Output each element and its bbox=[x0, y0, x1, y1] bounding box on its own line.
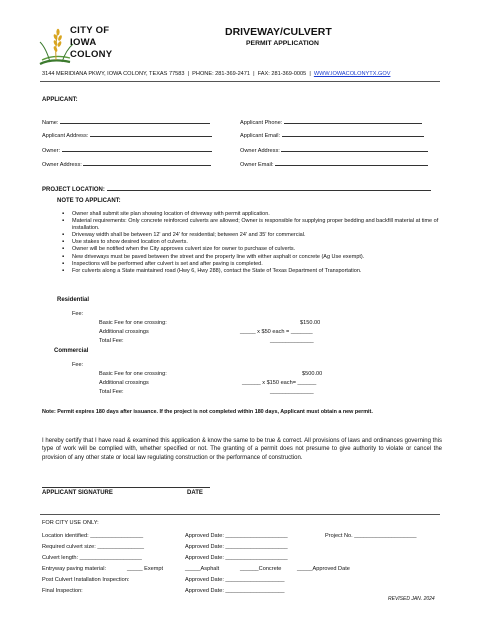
commercial-additional-field[interactable]: ______ x $150 each= ______ bbox=[242, 380, 317, 386]
applicant-address-field[interactable]: Applicant Address: bbox=[42, 130, 212, 140]
certification-paragraph: I hereby certify that I have read & examined this application & know the same to be true & correct. All provisions of laws and ordinances governing this type of work will be complied with, whether specified or not. The granting of a permit does not presume to give authority to violate or cancel the provision of any other state or local law regulating construction or the performance of construction. bbox=[42, 438, 442, 461]
residential-label: Residential bbox=[57, 297, 90, 303]
note-item: ▪ Owner shall submit site plan showing location of driveway with permit application. bbox=[62, 211, 452, 218]
commercial-label: Commercial bbox=[54, 348, 89, 354]
location-identified-field[interactable]: Location identified: _________________ bbox=[42, 533, 144, 539]
project-number-field[interactable]: Project No. ____________________ bbox=[325, 533, 417, 539]
entryway-label: Entryway paving material: bbox=[42, 566, 107, 572]
city-use-divider bbox=[40, 514, 440, 515]
expiry-note: Note: Permit expires 180 days after issuance. If the project is not completed within 180 days, Applicant must obtain a new permit. bbox=[42, 409, 373, 415]
signature-label: APPLICANT SIGNATURE bbox=[42, 490, 113, 496]
residential-total-label: Total Fee: bbox=[99, 338, 124, 344]
residential-total-field[interactable]: ______________ bbox=[270, 338, 314, 344]
note-item: ▪ Use stakes to show desired location of culverts. bbox=[62, 239, 452, 246]
approved-date-field[interactable]: Approved Date: ____________________ bbox=[185, 544, 288, 550]
page-subtitle: PERMIT APPLICATION bbox=[246, 40, 319, 47]
website-link[interactable]: WWW.IOWACOLONYTX.GOV bbox=[313, 71, 391, 77]
note-item: ▪ Driveway width shall be between 12' and 24' for residential; between 24' and 35' for commercial. bbox=[62, 232, 452, 239]
concrete-option[interactable]: ______Concrete bbox=[240, 566, 282, 572]
commercial-additional-label: Additional crossings bbox=[99, 380, 149, 386]
commercial-total-label: Total Fee: bbox=[99, 389, 124, 395]
asphalt-option[interactable]: _____Asphalt bbox=[185, 566, 220, 572]
residential-basic-amount: $150.00 bbox=[300, 320, 321, 326]
separator: | bbox=[253, 71, 255, 77]
owner-address-right-field[interactable]: Owner Address: bbox=[240, 145, 428, 155]
approved-date-field[interactable]: Approved Date: ___________________ bbox=[185, 577, 285, 583]
project-location-field[interactable]: PROJECT LOCATION: bbox=[42, 184, 431, 195]
owner-email-field[interactable]: Owner Email: bbox=[240, 159, 428, 169]
signature-line[interactable] bbox=[42, 487, 210, 488]
page-title: DRIVEWAY/CULVERT bbox=[225, 26, 332, 38]
header-divider bbox=[40, 81, 440, 82]
culvert-length-field[interactable]: Culvert length: ____________________ bbox=[42, 555, 142, 561]
exempt-option[interactable]: _____ Exempt bbox=[127, 566, 164, 572]
separator: | bbox=[309, 71, 311, 77]
required-culvert-field[interactable]: Required culvert size: _______________ bbox=[42, 544, 145, 550]
applicant-email-field[interactable]: Applicant Email: bbox=[240, 130, 424, 140]
separator: | bbox=[187, 71, 190, 77]
residential-additional-label: Additional crossings bbox=[99, 329, 149, 335]
owner-field[interactable]: Owner: bbox=[42, 145, 212, 155]
notes-list bbox=[62, 211, 452, 275]
date-label: DATE bbox=[187, 490, 203, 496]
approved-date-field[interactable]: Approved Date: ____________________ bbox=[185, 555, 288, 561]
address-text: 3144 MERIDIANA PKWY, IOWA COLONY, TEXAS 77583 bbox=[42, 71, 185, 77]
note-item: ▪ Owner will be notified when the City approves culvert size for owner to purchase of culverts. bbox=[62, 246, 452, 253]
note-item: ▪ New driveways must be paved between the street and the property line with either asphalt or concrete (Ag Use exempt). bbox=[62, 254, 452, 261]
commercial-total-field[interactable]: ______________ bbox=[270, 389, 314, 395]
residential-fee-label: Fee: bbox=[72, 311, 84, 317]
applicant-heading: APPLICANT: bbox=[42, 97, 78, 103]
residential-basic-label: Basic Fee for one crossing: bbox=[99, 320, 167, 326]
logo-line2: IOWA bbox=[70, 37, 97, 48]
residential-additional-field[interactable]: _____ x $50 each = _______ bbox=[240, 329, 313, 335]
approved-date-field[interactable]: Approved Date: ___________________ bbox=[185, 588, 285, 594]
logo-line3: COLONY bbox=[70, 49, 113, 60]
commercial-basic-amount: $500.00 bbox=[302, 371, 323, 377]
revised-date: REVISED JAN. 2024 bbox=[388, 596, 435, 602]
city-use-heading: FOR CITY USE ONLY: bbox=[42, 520, 99, 526]
fax-text: FAX: 281-369-0005 bbox=[257, 71, 307, 77]
post-culvert-label: Post Culvert Installation Inspection: bbox=[42, 577, 130, 583]
note-item: ▪ Inspections will be performed after culvert is set and after paving is completed. bbox=[62, 261, 452, 268]
address-bar bbox=[42, 71, 390, 78]
applicant-phone-field[interactable]: Applicant Phone: bbox=[240, 117, 422, 127]
name-field[interactable]: Name: bbox=[42, 117, 210, 127]
note-item: ▪ For culverts along a State maintained road (Hwy 6, Hwy 288), contact the State of Texas Department of Transportation. bbox=[62, 268, 452, 275]
logo-line1: CITY OF bbox=[70, 25, 110, 36]
note-heading: NOTE TO APPLICANT: bbox=[57, 198, 121, 204]
commercial-basic-label: Basic Fee for one crossing: bbox=[99, 371, 167, 377]
approved-date-short-field[interactable]: _____Approved Date bbox=[297, 566, 350, 572]
owner-address-field[interactable]: Owner Address: bbox=[42, 159, 211, 169]
commercial-fee-label: Fee: bbox=[72, 362, 84, 368]
city-logo bbox=[36, 24, 136, 68]
phone-text: PHONE: 281-369-2471 bbox=[192, 71, 251, 77]
note-item: ▪ Material requirements: Only concrete reinforced culverts are allowed; Owner is responsible for supplying proper bedding and backfill material at time of installation. bbox=[62, 218, 452, 232]
approved-date-field[interactable]: Approved Date: ____________________ bbox=[185, 533, 288, 539]
final-inspection-label: Final Inspection: bbox=[42, 588, 83, 594]
